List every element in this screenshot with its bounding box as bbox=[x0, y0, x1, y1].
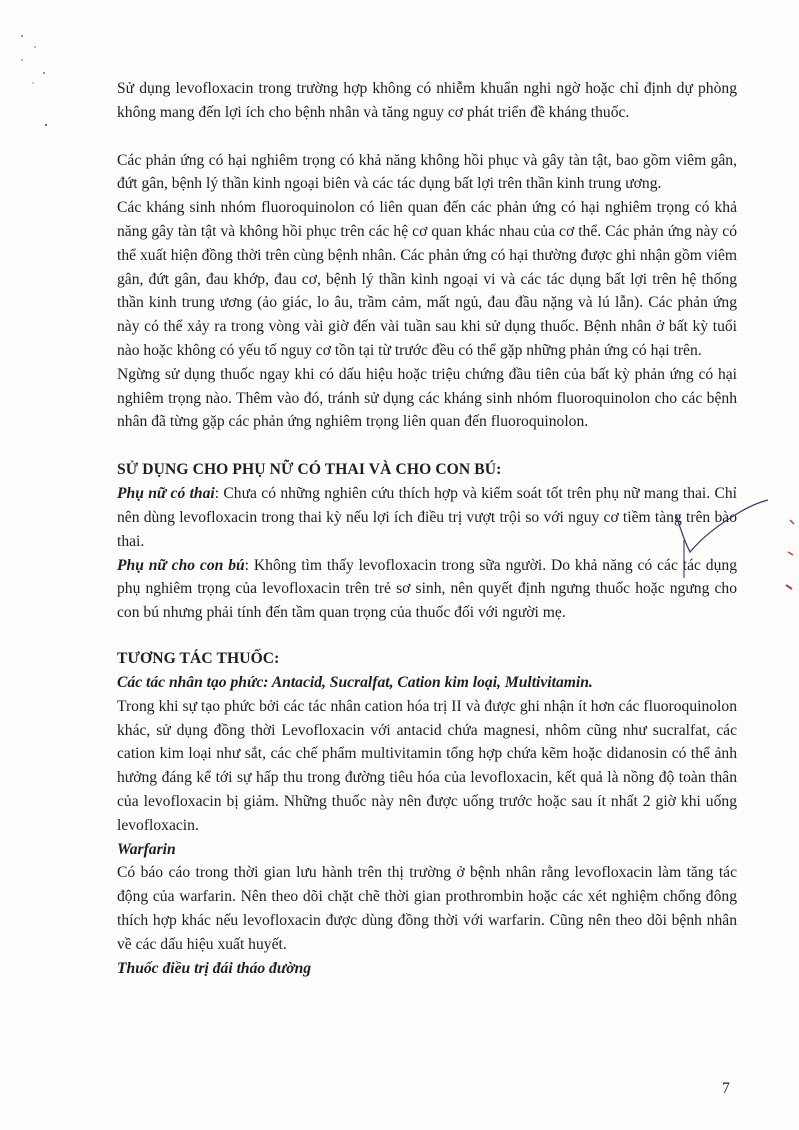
margin-dot bbox=[43, 72, 45, 74]
paragraph-pregnant-women bbox=[117, 482, 737, 553]
margin-dot bbox=[21, 59, 23, 61]
paragraph-warfarin: Có báo cáo trong thời gian lưu hành trên thị trường ở bệnh nhân rằng levofloxacin làm tăng tác động của warfarin. Nên theo dõi chặt chẽ thời gian prothrombin hoặc các xét nghiệm chống đông thích hợp khác nếu levofloxacin được dùng đồng thời với warfarin. Cũng nên theo dõi bệnh nhân về các dấu hiệu xuất huyết. bbox=[117, 864, 737, 953]
paragraph-serious-reactions: Các phản ứng có hại nghiêm trọng có khả năng không hồi phục và gây tàn tật, bao gồm viêm gân, đứt gân, bệnh lý thần kinh ngoại biên và các tác dụng bất lợi trên thần kinh trung ương. bbox=[117, 151, 737, 193]
paragraph-nursing-women bbox=[117, 554, 737, 625]
margin-dot bbox=[21, 35, 23, 37]
margin-dot bbox=[32, 82, 34, 84]
heading-interactions: TƯƠNG TÁC THUỐC: bbox=[117, 649, 280, 667]
subheading-warfarin: Warfarin bbox=[117, 840, 176, 858]
label-pregnant-women: Phụ nữ có thai bbox=[117, 485, 215, 503]
margin-dot bbox=[45, 124, 47, 126]
paragraph-chelation: Trong khi sự tạo phức bởi các tác nhân cation hóa trị II và được ghi nhận ít hơn các fluoroquinolon khác, sử dụng đồng thời Levofloxacin với antacid chứa magnesi, nhôm cũng như sucralfat, các cation kim loại như sắt, các chế phẩm multivitamin tổng hợp chứa kẽm hoặc didanosin có thể ảnh hưởng đáng kể tới sự hấp thu trong đường tiêu hóa của levofloxacin, kết quả là nồng độ toàn thân của levofloxacin bị giảm. Những thuốc này nên được uống trước hoặc sau ít nhất 2 giờ khi uống levofloxacin. bbox=[117, 697, 737, 834]
paragraph-fluoroquinolone-warning: Các kháng sinh nhóm fluoroquinolon có liên quan đến các phản ứng có hại nghiêm trọng có khả năng gây tàn tật và không hồi phục trên các hệ cơ quan khác nhau của cơ thể. Các phản ứng này có thể xuất hiện đồng thời trên cùng bệnh nhân. Các phản ứng có hại thường được ghi nhận gồm viêm gân, đứt gân, đau khớp, đau cơ, bệnh lý thần kinh ngoại vi và các tác dụng bất lợi trên hệ thống thần kinh trung ương (ảo giác, lo âu, trầm cảm, mất ngủ, đau đầu nặng và lú lẫn). Các phản ứng này có thể xảy ra trong vòng vài giờ đến vài tuần sau khi sử dụng thuốc. Bệnh nhân ở bất kỳ tuổi nào hoặc không có yếu tố nguy cơ tồn tại từ trước đều có thể gặp những phản ứng có hại trên. bbox=[117, 199, 737, 359]
paragraph-stop-use: Ngừng sử dụng thuốc ngay khi có dấu hiệu hoặc triệu chứng đầu tiên của bất kỳ phản ứng có hại nghiêm trọng nào. Thêm vào đó, tránh sử dụng các kháng sinh nhóm fluoroquinolon cho các bệnh nhân đã từng gặp các phản ứng nghiêm trọng liên quan đến fluoroquinolon. bbox=[117, 365, 737, 431]
heading-pregnancy: SỬ DỤNG CHO PHỤ NỮ CÓ THAI VÀ CHO CON BÚ: bbox=[117, 461, 502, 479]
text-pregnant-women: : Chưa có những nghiên cứu thích hợp và kiểm soát tốt trên phụ nữ mang thai. Chỉ nên dùng levofloxacin trong thai kỳ nếu lợi ích điều trị vượt trội so với nguy cơ tiềm tàng trên bào thai. bbox=[117, 485, 738, 550]
subheading-antidiabetics: Thuốc điều trị đái tháo đường bbox=[117, 959, 312, 977]
label-nursing-women: Phụ nữ cho con bú bbox=[117, 556, 245, 574]
paragraph-misuse: Sử dụng levofloxacin trong trường hợp không có nhiễm khuẩn nghi ngờ hoặc chỉ định dự phòng không mang đến lợi ích cho bệnh nhân và tăng nguy cơ phát triển đề kháng thuốc. bbox=[117, 80, 737, 121]
page-number: 7 bbox=[722, 1080, 730, 1097]
edge-mark bbox=[786, 585, 792, 589]
edge-mark bbox=[788, 552, 793, 555]
text-nursing-women: : Không tìm thấy levofloxacin trong sữa người. Do khả năng có các tác dụng phụ nghiêm trọng của levofloxacin trên trẻ sơ sinh, nên quyết định ngưng thuốc hoặc ngưng cho con bú nhưng phải tính đến tầm quan trọng của thuốc đối với người mẹ. bbox=[117, 556, 737, 622]
margin-dot bbox=[34, 46, 36, 48]
edge-mark bbox=[790, 520, 794, 524]
document-body bbox=[117, 77, 737, 980]
subheading-chelation: Các tác nhân tạo phức: Antacid, Sucralfat, Cation kim loại, Multivitamin. bbox=[117, 673, 593, 691]
